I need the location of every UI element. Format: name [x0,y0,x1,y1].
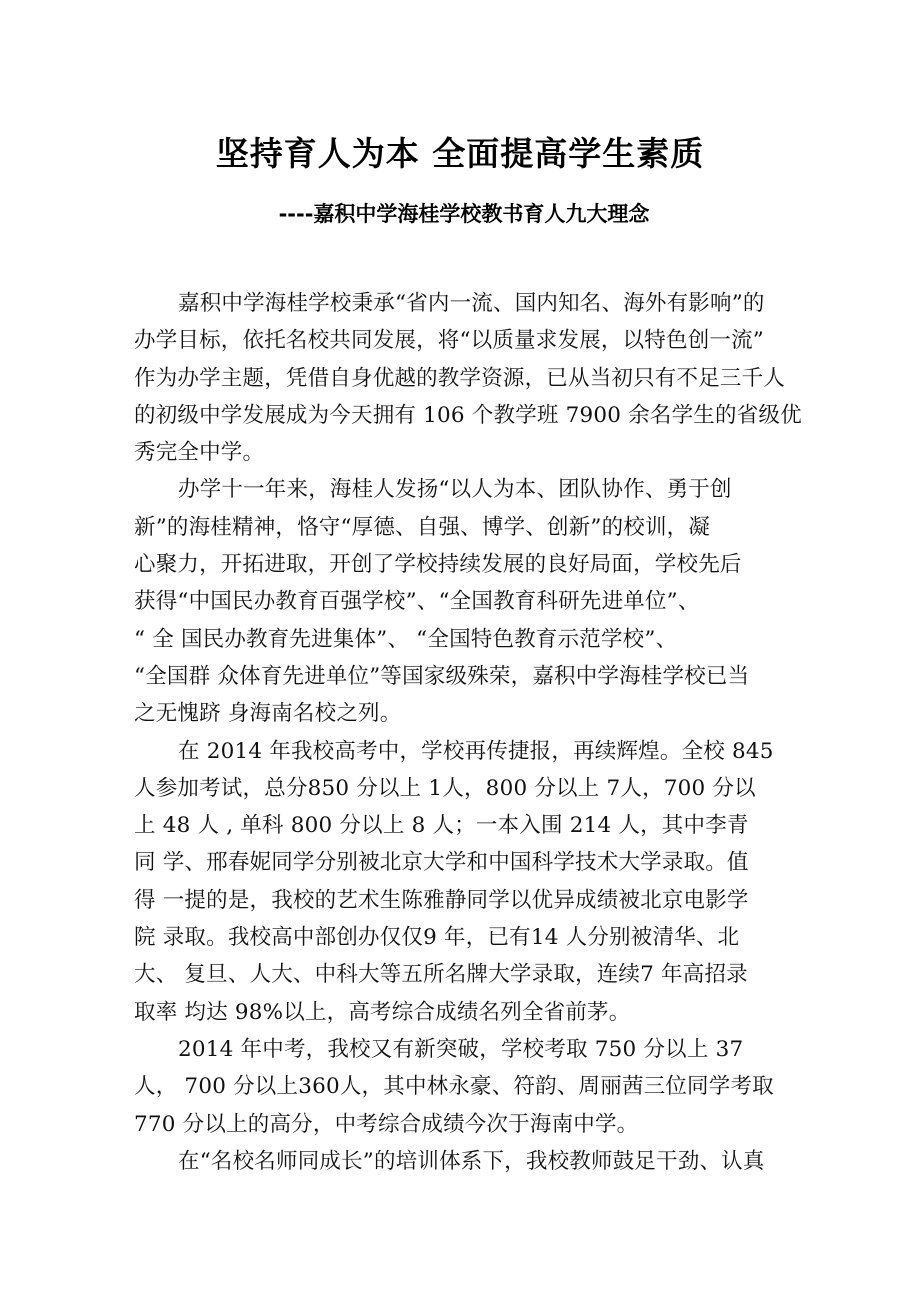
paragraph-3-line-7: 大、 复旦、人大、中科大等五所名牌大学录取，连续7 年高招录 [134,962,748,988]
paragraph-2-line-2: 新”的海桂精神，恪守“厚德、自强、博学、创新”的校训，凝 [134,514,711,540]
paragraph-2-line-5: “ 全 国民办教育先进集体”、 “全国特色教育示范学校”、 [134,626,678,652]
paragraph-3-line-3: 上 48 人 , 单科 800 分以上 8 人；一本入围 214 人，其中李青 [134,813,749,839]
document-subtitle: ----嘉积中学海桂学校教书育人九大理念 [278,202,650,226]
paragraph-5-line-1: 在“名校名师同成长”的培训体系下，我校教师鼓足干劲、认真 [178,1148,765,1174]
paragraph-3-line-1: 在 2014 年我校高考中，学校再传捷报，再续辉煌。全校 845 [178,738,774,764]
paragraph-2-line-1: 办学十一年来，海桂人发扬“以人为本、团队协作、勇于创 [178,477,732,503]
document-body [134,285,802,1180]
paragraph-4-line-1: 2014 年中考，我校又有新突破，学校考取 750 分以上 37 [178,1036,744,1062]
paragraph-1-line-3: 作为办学主题，凭借自身优越的教学资源，已从当初只有不足三千人 [134,365,786,391]
paragraph-2-line-3: 心聚力，开拓进取，开创了学校持续发展的良好局面，学校先后 [134,552,742,578]
paragraph-3-line-5: 得 一提的是，我校的艺术生陈雅静同学以优异成绩被北京电影学 [134,887,749,913]
paragraph-1-line-2: 办学目标，依托名校共同发展，将“以质量求发展，以特色创一流” [134,328,764,354]
paragraph-1-line-4: 的初级中学发展成为今天拥有 106 个教学班 7900 余名学生的省级优 [134,402,802,428]
paragraph-2-line-4: 获得“中国民办教育百强学校”、“全国教育科研先进单位”、 [134,589,700,615]
paragraph-3-line-4: 同 学、邢春妮同学分别被北京大学和中国科学技术大学录取。值 [134,850,749,876]
paragraph-3-line-8: 取率 均达 98%以上，高考综合成绩名列全省前茅。 [134,999,631,1025]
paragraph-4-line-3: 770 分以上的高分，中考综合成绩今次于海南中学。 [134,1111,639,1137]
paragraph-1-line-1: 嘉积中学海桂学校秉承“省内一流、国内知名、海外有影响”的 [178,291,765,316]
paragraph-3-line-6: 院 录取。我校高中部创办仅仅9 年，已有14 人分别被清华、北 [134,925,740,951]
paragraph-1-line-5: 秀完全中学。 [134,440,265,466]
paragraph-3-line-2: 人参加考试，总分850 分以上 1人，800 分以上 7人，700 分以 [134,775,756,801]
document-title: 坚持育人为本 全面提高学生素质 [215,134,705,173]
paragraph-2-line-7: 之无愧跻 身海南名校之列。 [134,701,402,727]
paragraph-4-line-2: 人， 700 分以上360人，其中林永豪、符韵、周丽茜三位同学考取 [134,1074,774,1100]
paragraph-2-line-6: “全国群 众体育先进单位”等国家级殊荣，嘉积中学海桂学校已当 [134,663,750,689]
